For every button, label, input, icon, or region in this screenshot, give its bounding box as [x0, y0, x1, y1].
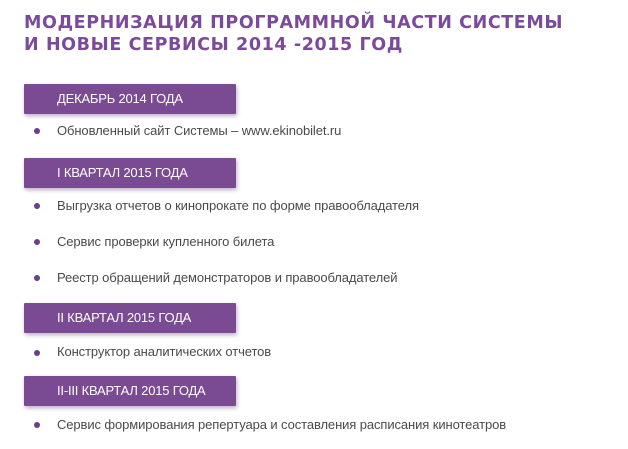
- bullet-icon: [34, 422, 40, 428]
- page-title: [24, 12, 614, 56]
- bullet-icon: [34, 350, 40, 356]
- section-label-q2-2015: II КВАРТАЛ 2015 ГОДА: [24, 303, 236, 333]
- section-label-december-2014: ДЕКАБРЬ 2014 ГОДА: [24, 84, 236, 114]
- bullet-icon: [34, 275, 40, 281]
- list-item-text: Выгрузка отчетов о кинопрокате по форме правообладателя: [57, 198, 419, 213]
- list-item-text: Сервис формирования репертуара и составления расписания кинотеатров: [57, 417, 507, 432]
- list-item-text: Сервис проверки купленного билета: [57, 234, 275, 249]
- bullet-icon: [34, 239, 40, 245]
- page-title-line-2: И НОВЫЕ СЕРВИСЫ 2014 -2015 ГОД: [24, 35, 403, 55]
- list-item-text: Конструктор аналитических отчетов: [57, 344, 272, 359]
- bullet-icon: [34, 128, 40, 134]
- section-label-q1-2015: I КВАРТАЛ 2015 ГОДА: [24, 158, 236, 188]
- section-label-q2-q3-2015: II-III КВАРТАЛ 2015 ГОДА: [24, 376, 236, 406]
- bullet-icon: [34, 203, 40, 209]
- list-item-text: Реестр обращений демонстраторов и правообладателей: [57, 270, 398, 285]
- page-title-line-1: МОДЕРНИЗАЦИЯ ПРОГРАММНОЙ ЧАСТИ СИСТЕМЫ: [24, 13, 564, 33]
- list-item-text: Обновленный сайт Системы – www.ekinobilet.ru: [57, 123, 342, 138]
